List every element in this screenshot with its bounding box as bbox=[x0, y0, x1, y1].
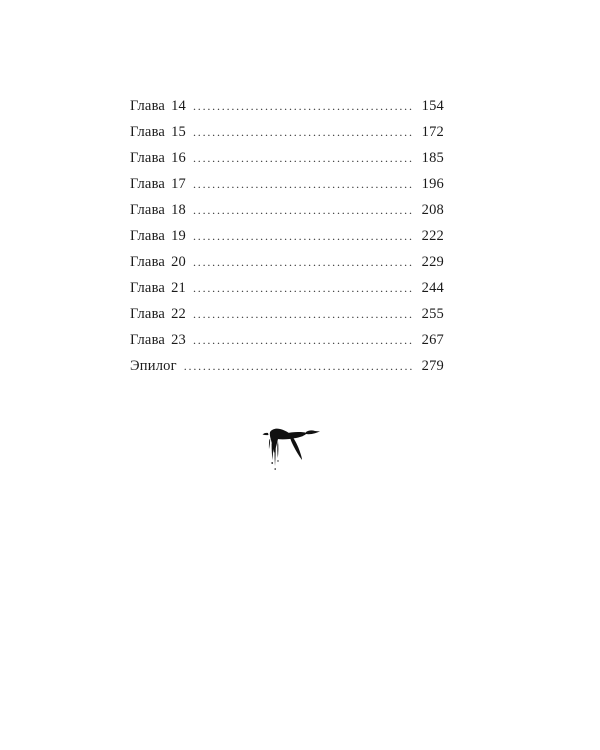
toc-entry-page: 185 bbox=[421, 150, 444, 166]
toc-entry-epilogue[interactable] bbox=[130, 358, 444, 384]
toc-entry-label: Глава 14 bbox=[130, 98, 186, 114]
toc-entry-page: 229 bbox=[421, 254, 444, 270]
toc-entry-chapter-19[interactable] bbox=[130, 228, 444, 254]
dot-leader bbox=[193, 333, 412, 348]
dot-leader bbox=[193, 151, 412, 166]
toc-entry-chapter-14[interactable] bbox=[130, 98, 444, 124]
dot-leader bbox=[193, 203, 412, 218]
toc-entry-label: Глава 21 bbox=[130, 280, 186, 296]
toc-entry-number: 21 bbox=[171, 280, 186, 296]
toc-entry-label: Глава 18 bbox=[130, 202, 186, 218]
toc-entry-number: 22 bbox=[171, 306, 186, 322]
toc-entry-page: 244 bbox=[421, 280, 444, 296]
toc-entry-page: 154 bbox=[421, 98, 444, 114]
dot-leader bbox=[193, 307, 412, 322]
toc-entry-number: 16 bbox=[171, 150, 186, 166]
toc-entry-label: Глава 19 bbox=[130, 228, 186, 244]
toc-entry-chapter-23[interactable] bbox=[130, 332, 444, 358]
toc-entry-number: 18 bbox=[171, 202, 186, 218]
dot-leader bbox=[193, 281, 412, 296]
toc-entry-label: Глава 23 bbox=[130, 332, 186, 348]
toc-entry-page: 222 bbox=[421, 228, 444, 244]
flying-bird-icon bbox=[262, 420, 324, 472]
toc-entry-chapter-21[interactable] bbox=[130, 280, 444, 306]
table-of-contents bbox=[130, 98, 444, 384]
toc-entry-label: Глава 20 bbox=[130, 254, 186, 270]
toc-entry-number: 15 bbox=[171, 124, 186, 140]
dot-leader bbox=[193, 99, 412, 114]
toc-entry-label: Эпилог bbox=[130, 358, 177, 374]
dot-leader bbox=[193, 125, 412, 140]
toc-entry-chapter-15[interactable] bbox=[130, 124, 444, 150]
toc-entry-label: Глава 16 bbox=[130, 150, 186, 166]
toc-entry-chapter-17[interactable] bbox=[130, 176, 444, 202]
toc-entry-number: 19 bbox=[171, 228, 186, 244]
toc-entry-page: 196 bbox=[421, 176, 444, 192]
toc-entry-label: Глава 17 bbox=[130, 176, 186, 192]
dot-leader bbox=[193, 229, 412, 244]
toc-entry-page: 172 bbox=[421, 124, 444, 140]
toc-entry-chapter-20[interactable] bbox=[130, 254, 444, 280]
toc-entry-label: Глава 15 bbox=[130, 124, 186, 140]
toc-entry-chapter-18[interactable] bbox=[130, 202, 444, 228]
toc-entry-page: 279 bbox=[421, 358, 444, 374]
toc-entry-page: 255 bbox=[421, 306, 444, 322]
toc-entry-number: 14 bbox=[171, 98, 186, 114]
toc-entry-number: 17 bbox=[171, 176, 186, 192]
toc-entry-number: 20 bbox=[171, 254, 186, 270]
toc-entry-label: Глава 22 bbox=[130, 306, 186, 322]
toc-entry-chapter-22[interactable] bbox=[130, 306, 444, 332]
dot-leader bbox=[193, 255, 412, 270]
toc-entry-chapter-16[interactable] bbox=[130, 150, 444, 176]
toc-entry-number: 23 bbox=[171, 332, 186, 348]
dot-leader bbox=[184, 359, 412, 374]
dot-leader bbox=[193, 177, 412, 192]
toc-entry-page: 267 bbox=[421, 332, 444, 348]
toc-entry-page: 208 bbox=[421, 202, 444, 218]
